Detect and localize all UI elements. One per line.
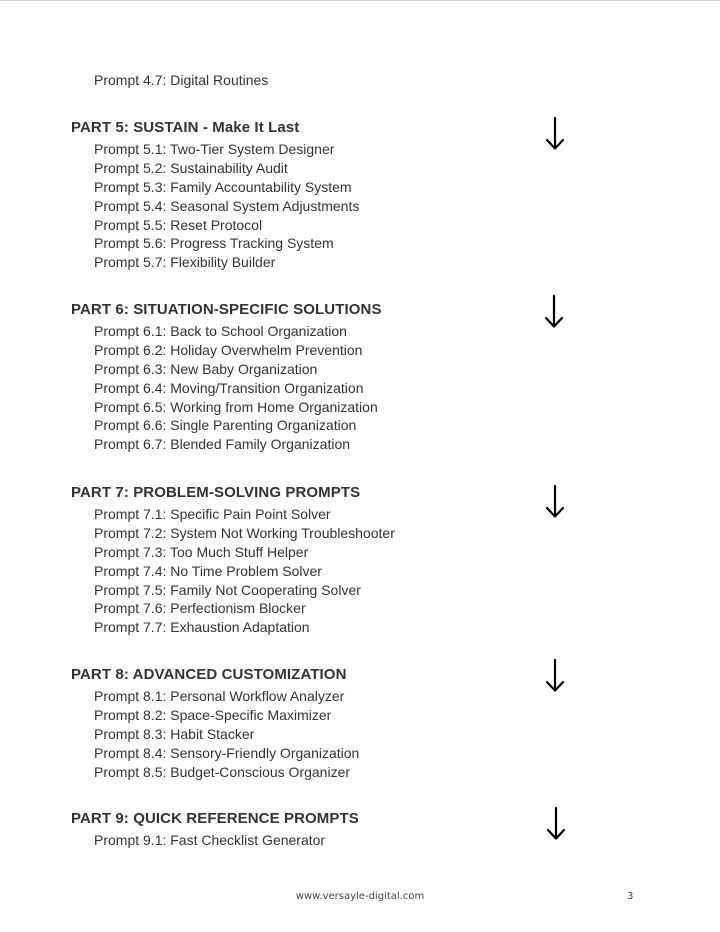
footer-url[interactable]: www.versayle-digital.com: [295, 891, 425, 902]
toc-item[interactable]: Prompt 5.2: Sustainability Audit: [94, 159, 288, 176]
section-heading[interactable]: PART 7: PROBLEM-SOLVING PROMPTS: [71, 484, 361, 501]
toc-item[interactable]: Prompt 7.3: Too Much Stuff Helper: [94, 543, 309, 560]
toc-item[interactable]: Prompt 8.5: Budget-Conscious Organizer: [94, 763, 351, 780]
toc-item[interactable]: Prompt 6.5: Working from Home Organization: [94, 398, 378, 415]
toc-section-part-7: [71, 483, 591, 637]
toc-section-part-6: [71, 300, 591, 454]
toc-item[interactable]: Prompt 5.6: Progress Tracking System: [94, 235, 334, 252]
toc-item[interactable]: Prompt 8.2: Space-Specific Maximizer: [94, 706, 332, 723]
toc-item[interactable]: Prompt 5.3: Family Accountability System: [94, 178, 352, 195]
toc-item[interactable]: Prompt 5.1: Two-Tier System Designer: [94, 141, 335, 157]
toc-item[interactable]: Prompt 7.1: Specific Pain Point Solver: [94, 506, 331, 522]
toc-section-part-9: [71, 809, 591, 850]
arrow-down-icon: [544, 116, 566, 152]
toc-item[interactable]: Prompt 5.7: Flexibility Builder: [94, 254, 276, 271]
toc-item[interactable]: Prompt 6.6: Single Parenting Organization: [94, 417, 357, 434]
section-heading[interactable]: PART 8: ADVANCED CUSTOMIZATION: [71, 666, 347, 683]
toc-item[interactable]: Prompt 5.5: Reset Protocol: [94, 216, 263, 233]
section-heading[interactable]: PART 9: QUICK REFERENCE PROMPTS: [71, 810, 359, 827]
toc-item[interactable]: Prompt 6.7: Blended Family Organization: [94, 436, 351, 453]
toc-item[interactable]: Prompt 7.4: No Time Problem Solver: [94, 562, 322, 579]
arrow-down-icon: [544, 658, 566, 694]
arrow-down-icon: [543, 294, 565, 330]
toc-section-part-5: [71, 118, 591, 272]
toc-item[interactable]: Prompt 6.2: Holiday Overwhelm Prevention: [94, 341, 363, 358]
page-number: 3: [627, 891, 634, 902]
toc-item[interactable]: Prompt 6.1: Back to School Organization: [94, 323, 347, 339]
toc-item[interactable]: Prompt 5.4: Seasonal System Adjustments: [94, 197, 360, 214]
top-border: [0, 0, 720, 1]
toc-item[interactable]: Prompt 8.4: Sensory-Friendly Organization: [94, 744, 360, 761]
toc-item[interactable]: Prompt 7.5: Family Not Cooperating Solver: [94, 581, 361, 598]
toc-item-4-7[interactable]: Prompt 4.7: Digital Routines: [94, 72, 269, 88]
toc-item[interactable]: Prompt 6.4: Moving/Transition Organization: [94, 379, 364, 396]
arrow-down-icon: [545, 806, 567, 842]
toc-item[interactable]: Prompt 7.2: System Not Working Troubleshooter: [94, 524, 395, 541]
toc-item[interactable]: Prompt 8.3: Habit Stacker: [94, 725, 255, 742]
toc-item[interactable]: Prompt 7.7: Exhaustion Adaptation: [94, 619, 310, 636]
toc-section-part-8: [71, 665, 591, 781]
arrow-down-icon: [544, 484, 566, 520]
section-heading[interactable]: PART 5: SUSTAIN - Make It Last: [71, 119, 300, 136]
toc-item[interactable]: Prompt 6.3: New Baby Organization: [94, 360, 318, 377]
toc-item[interactable]: Prompt 7.6: Perfectionism Blocker: [94, 600, 306, 617]
toc-item[interactable]: Prompt 8.1: Personal Workflow Analyzer: [94, 688, 345, 704]
section-heading[interactable]: PART 6: SITUATION-SPECIFIC SOLUTIONS: [71, 301, 382, 318]
toc-item[interactable]: Prompt 9.1: Fast Checklist Generator: [94, 832, 326, 848]
